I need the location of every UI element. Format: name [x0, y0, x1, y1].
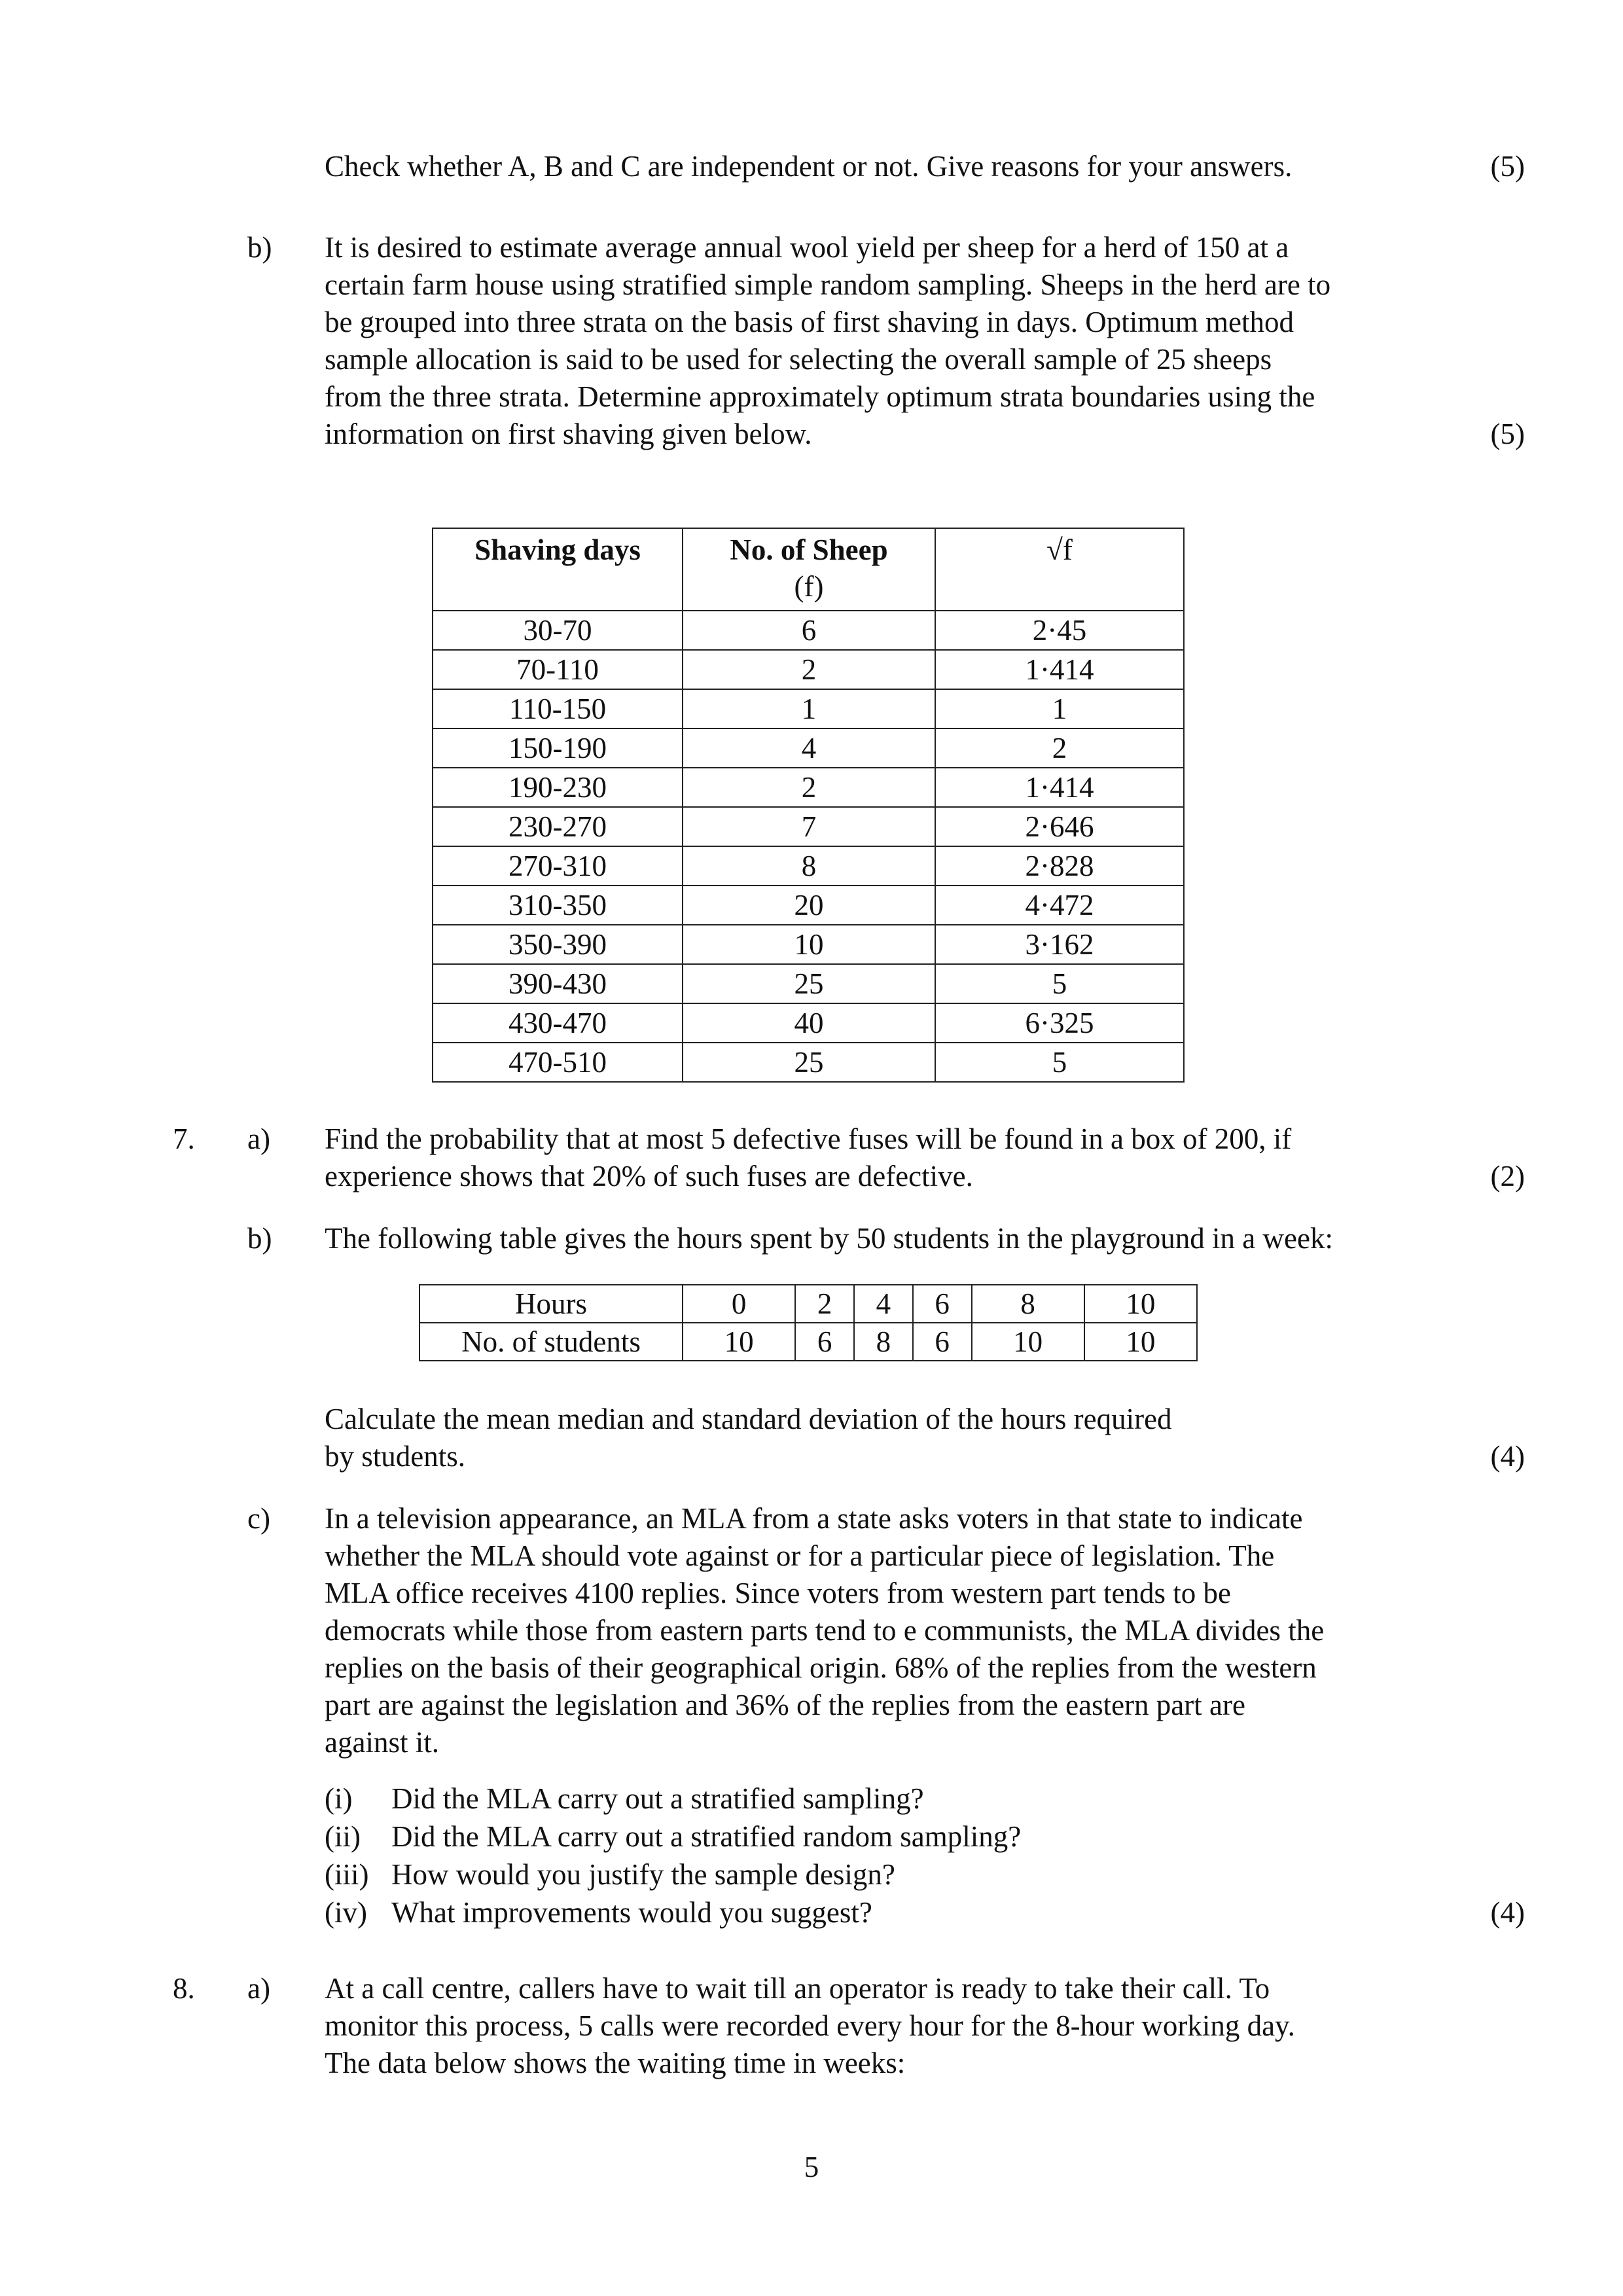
q6b-line: sample allocation is said to be used for selecting the overall sample of 25 sheeps — [325, 343, 1272, 376]
q7c-label: c) — [247, 1502, 270, 1535]
q7c-line: democrats while those from eastern parts tend to e communists, the MLA divides the — [325, 1614, 1325, 1647]
table-row — [433, 728, 1184, 768]
q6b-line: from the three strata. Determine approximately optimum strata boundaries using the — [325, 380, 1315, 413]
q7a-line: Find the probability that at most 5 defective fuses will be found in a box of 200, if — [325, 1122, 1292, 1155]
page-number: 5 — [804, 2151, 819, 2183]
hours-cell: 2 — [795, 1285, 854, 1323]
q6b-text — [325, 229, 1476, 453]
cell-days: 30-70 — [433, 611, 683, 650]
cell-sqrt-f: 3·162 — [935, 925, 1184, 964]
hours-cell: 6 — [913, 1285, 972, 1323]
cell-sqrt-f: 5 — [935, 1043, 1184, 1082]
cell-days: 350-390 — [433, 925, 683, 964]
header-no-of-sheep-label: No. of Sheep — [730, 533, 888, 566]
q7b-marks: (4) — [1490, 1440, 1525, 1473]
q7c-text — [325, 1500, 1476, 1761]
table-row — [433, 807, 1184, 846]
subpart-text: How would you justify the sample design? — [391, 1858, 895, 1891]
cell-days: 470-510 — [433, 1043, 683, 1082]
q8a-line: At a call centre, callers have to wait till an operator is ready to take their call. To — [325, 1972, 1270, 2005]
cell-f: 2 — [683, 768, 935, 807]
table-row — [433, 650, 1184, 689]
cell-days: 70-110 — [433, 650, 683, 689]
shaving-table-header — [433, 528, 1184, 611]
hours-cell: 0 — [683, 1285, 795, 1323]
cell-f: 40 — [683, 1003, 935, 1043]
students-cell: 10 — [972, 1323, 1084, 1361]
cell-days: 270-310 — [433, 846, 683, 886]
students-cell: 8 — [854, 1323, 913, 1361]
q8a-line: The data below shows the waiting time in weeks: — [325, 2047, 906, 2079]
table-row — [433, 925, 1184, 964]
cell-sqrt-f: 6·325 — [935, 1003, 1184, 1043]
table-row — [433, 964, 1184, 1003]
cell-sqrt-f: 2 — [935, 728, 1184, 768]
q8a-label: a) — [247, 1972, 270, 2005]
shaving-days-table — [432, 528, 1185, 1083]
header-no-of-sheep — [683, 528, 935, 611]
students-cell: 10 — [683, 1323, 795, 1361]
q6a-tail-text: Check whether A, B and C are independent or not. Give reasons for your answers. — [325, 150, 1293, 183]
q6b-line: certain farm house using stratified simple random sampling. Sheeps in the herd are to — [325, 268, 1331, 301]
cell-f: 25 — [683, 1043, 935, 1082]
cell-sqrt-f: 2·646 — [935, 807, 1184, 846]
q7c-line: part are against the legislation and 36% of the replies from the eastern part are — [325, 1689, 1245, 1721]
cell-sqrt-f: 4·472 — [935, 886, 1184, 925]
cell-days: 110-150 — [433, 689, 683, 728]
q7a-text — [325, 1121, 1476, 1195]
cell-f: 25 — [683, 964, 935, 1003]
q6b-line: information on first shaving given below. — [325, 418, 812, 450]
cell-sqrt-f: 2·828 — [935, 846, 1184, 886]
cell-sqrt-f: 1·414 — [935, 768, 1184, 807]
students-label: No. of students — [419, 1323, 683, 1361]
cell-sqrt-f: 1 — [935, 689, 1184, 728]
q7c-line: MLA office receives 4100 replies. Since voters from western part tends to be — [325, 1577, 1232, 1609]
q6b-line: It is desired to estimate average annual wool yield per sheep for a herd of 150 at a — [325, 231, 1289, 264]
cell-sqrt-f: 2·45 — [935, 611, 1184, 650]
cell-sqrt-f: 1·414 — [935, 650, 1184, 689]
header-sqrt-f — [935, 528, 1184, 611]
cell-f: 8 — [683, 846, 935, 886]
hours-cell: 10 — [1084, 1285, 1197, 1323]
sqrt-radicand: f — [1062, 533, 1073, 566]
subpart-text: What improvements would you suggest? — [391, 1896, 872, 1929]
subpart-text: Did the MLA carry out a stratified sampling? — [391, 1782, 924, 1815]
q6a-tail — [325, 148, 1476, 185]
cell-sqrt-f: 5 — [935, 964, 1184, 1003]
q7c-marks: (4) — [1490, 1896, 1525, 1929]
cell-f: 10 — [683, 925, 935, 964]
hours-table — [419, 1284, 1198, 1361]
subpart-number: (i) — [325, 1782, 353, 1815]
table-row — [433, 846, 1184, 886]
q6b-marks: (5) — [1490, 418, 1525, 450]
q7-number: 7. — [173, 1122, 195, 1155]
subpart-number: (ii) — [325, 1820, 361, 1853]
subpart-number: (iv) — [325, 1896, 367, 1929]
header-shaving-days: Shaving days — [433, 528, 683, 611]
q7b-line: Calculate the mean median and standard deviation of the hours required — [325, 1403, 1172, 1435]
table-row — [433, 886, 1184, 925]
students-cell: 6 — [795, 1323, 854, 1361]
students-cell: 10 — [1084, 1323, 1197, 1361]
q8a-text — [325, 1970, 1476, 2082]
cell-days: 150-190 — [433, 728, 683, 768]
sqrt-symbol: √ — [1046, 533, 1063, 566]
q7c-line: whether the MLA should vote against or for a particular piece of legislation. The — [325, 1539, 1275, 1572]
students-row — [419, 1323, 1197, 1361]
q7c-line: In a television appearance, an MLA from a state asks voters in that state to indicate — [325, 1502, 1303, 1535]
q7b-text — [325, 1401, 1476, 1475]
table-row — [433, 689, 1184, 728]
subpart-number: (iii) — [325, 1858, 369, 1891]
table-row — [433, 1003, 1184, 1043]
hours-cell: 8 — [972, 1285, 1084, 1323]
q7a-marks: (2) — [1490, 1160, 1525, 1193]
cell-f: 2 — [683, 650, 935, 689]
q6a-marks: (5) — [1490, 150, 1525, 183]
cell-f: 20 — [683, 886, 935, 925]
q7c-line: replies on the basis of their geographical origin. 68% of the replies from the western — [325, 1651, 1317, 1684]
cell-days: 230-270 — [433, 807, 683, 846]
cell-days: 190-230 — [433, 768, 683, 807]
q7b-line: by students. — [325, 1440, 466, 1473]
q7a-label: a) — [247, 1122, 270, 1155]
cell-days: 430-470 — [433, 1003, 683, 1043]
table-row — [433, 1043, 1184, 1082]
subpart-text: Did the MLA carry out a stratified random sampling? — [391, 1820, 1022, 1853]
hours-row — [419, 1285, 1197, 1323]
q7b-intro — [325, 1220, 1476, 1257]
cell-f: 7 — [683, 807, 935, 846]
header-f-label: (f) — [794, 570, 824, 603]
table-row — [433, 611, 1184, 650]
q7c-line: against it. — [325, 1726, 439, 1759]
q7b-intro-text: The following table gives the hours spent by 50 students in the playground in a week: — [325, 1222, 1333, 1255]
cell-f: 4 — [683, 728, 935, 768]
q7b-label: b) — [247, 1222, 272, 1255]
q8a-line: monitor this process, 5 calls were recorded every hour for the 8-hour working day. — [325, 2009, 1295, 2042]
students-cell: 6 — [913, 1323, 972, 1361]
cell-f: 6 — [683, 611, 935, 650]
q7a-line: experience shows that 20% of such fuses are defective. — [325, 1160, 973, 1193]
q8-number: 8. — [173, 1972, 195, 2005]
cell-f: 1 — [683, 689, 935, 728]
hours-cell: 4 — [854, 1285, 913, 1323]
hours-label: Hours — [419, 1285, 683, 1323]
cell-days: 390-430 — [433, 964, 683, 1003]
q6b-label: b) — [247, 231, 272, 264]
cell-days: 310-350 — [433, 886, 683, 925]
table-row — [433, 768, 1184, 807]
q6b-line: be grouped into three strata on the basis of first shaving in days. Optimum method — [325, 306, 1294, 338]
